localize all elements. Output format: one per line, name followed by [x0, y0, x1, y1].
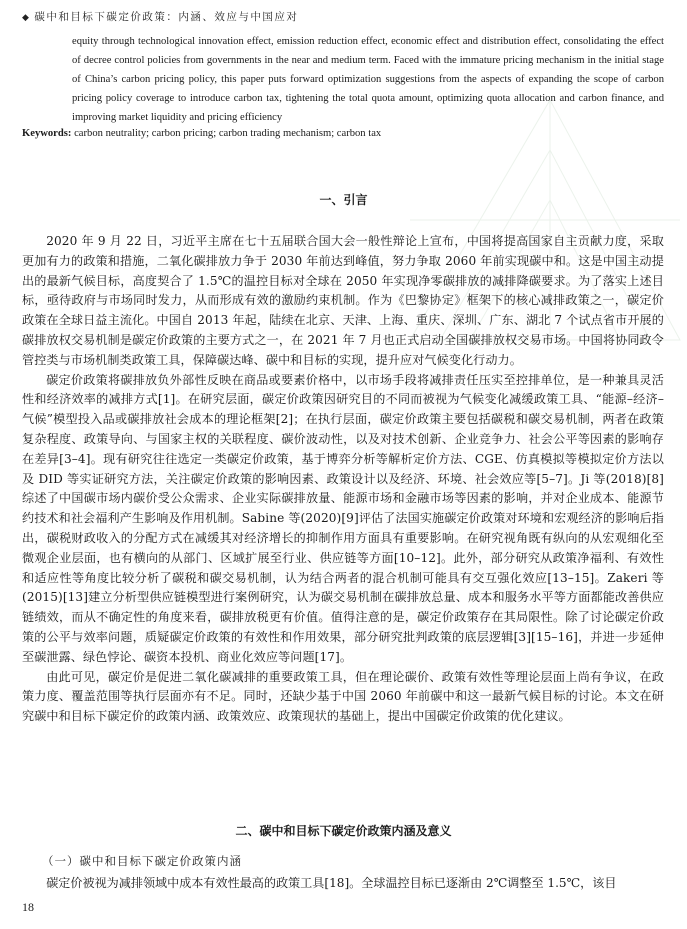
keywords-text: carbon neutrality; carbon pricing; carbon trading mechanism; carbon tax	[74, 128, 382, 139]
english-abstract-text: equity through technological innovation effect, emission reduction effect, economic effect and distribution effect, consolidating the effect of decree control policies from governments in the near and medium term. Faced with the immature pricing mechanism in the initial stage of China’s carbon pricing policy, this paper puts forward optimization suggestions from the aspects of expanding the scope of carbon pricing policy coverage to introduce carbon tax, tightening the total quota amount, optimizing quota allocation and carbon finance, and improving market liquidity and pricing efficiency	[72, 36, 664, 123]
keywords-label: Keywords:	[22, 128, 72, 139]
subsection-title: （一）碳中和目标下碳定价政策内涵	[42, 854, 242, 868]
paragraph-1: 2020 年 9 月 22 日，习近平主席在七十五届联合国大会一般性辩论上宣布，中国将提高国家自主贡献力度，采取更加有力的政策和措施，二氧化碳排放力争于 2030 年前达到峰值，努力争取 2060 年前实现碳中和。这是中国主动提出的最新气候目标，高度契合了 1.5℃的温控目标对全球在 2050 年实现净零碳排放的减排降碳要求。为了落实上述目标，亟待政府与市场同时发力，从而形成有效的激励约束机制。作为《巴黎协定》框架下的核心减排政策之一，碳定价政策在全球日益主流化。中国自 2013 年起，陆续在北京、天津、上海、重庆、深圳、广东、湖北 7 个试点省市开展的碳排放权交易机制是碳定价政策的主要方式之一，在 2021 年 7 月也正式启动全国碳排放权交易市场。中国将协同政令管控类与市场机制类政策工具，保障碳达峰、碳中和目标的实现，提升应对气候变化行动力。	[22, 234, 664, 367]
running-header	[22, 9, 298, 24]
running-title: 碳中和目标下碳定价政策：内涵、效应与中国应对	[34, 11, 299, 23]
paragraph-3: 由此可见，碳定价是促进二氧化碳减排的重要政策工具，但在理论碳价、政策有效性等理论层面上尚有争议，在政策力度、覆盖范围等执行层面亦有不足。同时，还缺少基于中国 2060 年前碳中和这一最新气候目标的讨论。本文在研究碳中和目标下碳定价的政策内涵、政策效应、政策现状的基础上，提出中国碳定价政策的优化建议。	[22, 669, 664, 724]
page-number: 18	[22, 900, 34, 914]
section-1-title: 一、引言	[319, 193, 368, 207]
section-2-title: 二、碳中和目标下碳定价政策内涵及意义	[235, 824, 452, 838]
keywords-line	[22, 128, 662, 139]
section-1-body	[22, 232, 664, 727]
diamond-icon: ◆	[22, 13, 31, 23]
paragraph-2: 碳定价政策将碳排放负外部性反映在商品或要素价格中，以市场手段将减排责任压实至控排单位，是一种兼具灵活性和经济效率的减排方式[1]。在研究层面，碳定价政策因研究目的不同而被视为气候变化减缓政策工具、“能源–经济–气候”模型投入品或碳排放社会成本的理论框架[2]；在执行层面，碳定价政策主要包括碳税和碳交易机制，两者在政策复杂程度、政策导向、与国家主权的关联程度、碳价波动性，以及对技术创新、企业竞争力、社会公平等因素的影响存在差异[3–4]。现有研究往往选定一类碳定价政策，基于博弈分析等解析定价方法、CGE、仿真模拟等模拟定价方法以及 DID 等实证研究方法，关注碳定价政策的影响因素、政策设计以及经济、环境、社会效应等[5–7]。Ji 等(2018)[8]综述了中国碳市场内碳价受公众需求、企业实际碳排放量、能源市场和金融市场等因素的影响，并对企业成本、能源节约技术和社会福利产生影响及作用机制。Sabine 等(2020)[9]评估了法国实施碳定价政策对环境和宏观经济的影响后指出，碳税财政收入的分配方式在减缓其对经济增长的抑制作用方面具有重要影响。在研究视角既有纵向的从宏观细化至微观企业层面，也有横向的从部门、区域扩展至行业、供应链等方面[10–12]。此外，部分研究从政策净福利、有效性和适应性等角度比较分析了碳税和碳交易机制，认为结合两者的混合机制可能具有交互强化效应[13–15]。Zakeri 等(2015)[13]建立分析型供应链模型进行案例研究，认为碳交易机制在碳排放总量、成本和服务水平等方面都能改善供应链绩效，而从不确定性的角度来看，碳排放税更有价值。值得注意的是，碳定价政策存在其局限性。除了讨论碳定价政策的公平与效率问题，质疑碳定价政策的有效性和作用效果，部分研究批判政策的底层逻辑[3][15–16]，并进一步延伸至碳泄露、绿色悖论、碳资本投机、商业化效应等问题[17]。	[22, 372, 664, 664]
section-2-first-line: 碳定价被视为减排领域中成本有效性最高的政策工具[18]。全球温控目标已逐渐由 2℃调整至 1.5℃，该目	[46, 876, 617, 890]
